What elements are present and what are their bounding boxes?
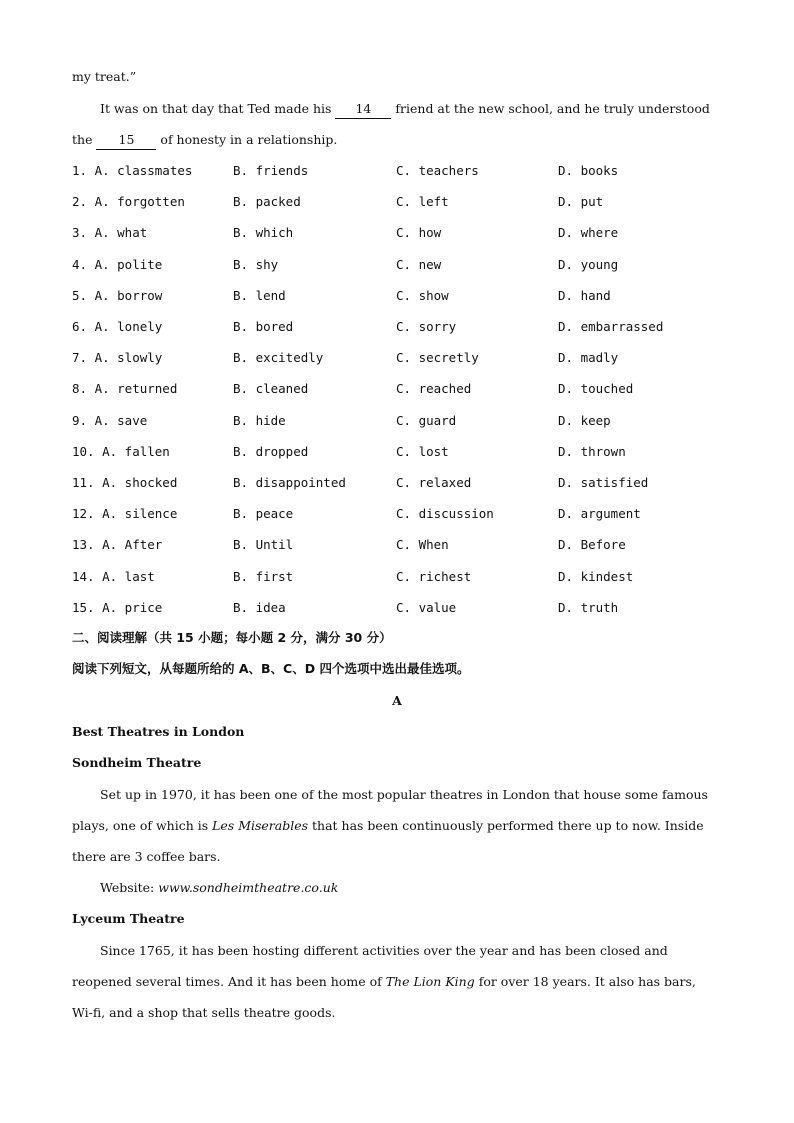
question-row	[72, 224, 722, 242]
paragraph-line	[72, 973, 722, 991]
paragraph-line: there are 3 coffee bars.	[72, 849, 221, 864]
option-a: 14. A. last	[72, 569, 155, 584]
option-d: D. madly	[558, 350, 619, 365]
option-c: C. left	[396, 194, 449, 209]
option-d: D. kindest	[558, 569, 634, 584]
option-a: 8. A. returned	[72, 381, 178, 396]
option-c: C. lost	[396, 444, 449, 459]
option-d: D. Before	[558, 537, 626, 552]
question-row	[72, 162, 722, 180]
option-b: B. friends	[233, 163, 309, 178]
paragraph-line: Wi-fi, and a shop that sells theatre goods.	[72, 1005, 336, 1020]
question-row	[72, 505, 722, 523]
option-b: B. packed	[233, 194, 301, 209]
question-row	[72, 380, 722, 398]
option-c: C. relaxed	[396, 475, 472, 490]
option-a: 9. A. save	[72, 413, 148, 428]
option-d: D. satisfied	[558, 475, 649, 490]
section-heading: 二、阅读理解（共 15 小题；每小题 2 分，满分 30 分）	[72, 630, 392, 645]
option-b: B. cleaned	[233, 381, 309, 396]
passage-text: the	[72, 132, 97, 147]
section-instruction: 阅读下列短文，从每题所给的 A、B、C、D 四个选项中选出最佳选项。	[72, 661, 470, 676]
option-a: 15. A. price	[72, 600, 163, 615]
website-label: Website:	[100, 880, 159, 895]
option-c: C. how	[396, 225, 442, 240]
option-c: C. discussion	[396, 506, 494, 521]
option-b: B. lend	[233, 288, 286, 303]
passage-text: It was on that day that Ted made his	[100, 101, 336, 116]
option-a: 3. A. what	[72, 225, 148, 240]
option-d: D. thrown	[558, 444, 626, 459]
paragraph-line: Set up in 1970, it has been one of the most popular theatres in London that house some famous	[100, 787, 708, 802]
option-a: 10. A. fallen	[72, 444, 170, 459]
paragraph-text: that has been continuously performed there up to now. Inside	[308, 818, 704, 833]
question-row	[72, 256, 722, 274]
passage-line	[72, 68, 722, 86]
option-b: B. shy	[233, 257, 279, 272]
option-d: D. touched	[558, 381, 634, 396]
option-d: D. keep	[558, 413, 611, 428]
question-row	[72, 599, 722, 617]
option-c: C. show	[396, 288, 449, 303]
option-d: D. books	[558, 163, 619, 178]
passage-letter: A	[392, 693, 402, 708]
paragraph-line: Since 1765, it has been hosting different activities over the year and has been closed and	[100, 943, 668, 958]
paragraph-text: plays, one of which is	[72, 818, 213, 833]
option-b: B. first	[233, 569, 294, 584]
article-title: Best Theatres in London	[72, 724, 245, 739]
option-a: 1. A. classmates	[72, 163, 193, 178]
option-b: B. which	[233, 225, 294, 240]
option-c: C. value	[396, 600, 457, 615]
option-c: C. sorry	[396, 319, 457, 334]
option-d: D. young	[558, 257, 619, 272]
option-c: C. When	[396, 537, 449, 552]
option-d: D. where	[558, 225, 619, 240]
option-a: 6. A. lonely	[72, 319, 163, 334]
option-a: 13. A. After	[72, 537, 163, 552]
question-row	[72, 568, 722, 586]
theatre-name: Lyceum Theatre	[72, 911, 185, 926]
question-row	[72, 412, 722, 430]
option-a: 12. A. silence	[72, 506, 178, 521]
passage-line	[100, 100, 722, 119]
option-d: D. truth	[558, 600, 619, 615]
option-b: B. excitedly	[233, 350, 324, 365]
website-link[interactable]: www.sondheimtheatre.co.uk	[158, 880, 339, 895]
question-row	[72, 193, 722, 211]
option-d: D. put	[558, 194, 604, 209]
option-b: B. dropped	[233, 444, 309, 459]
option-c: C. teachers	[396, 163, 479, 178]
question-row	[72, 443, 722, 461]
question-row	[72, 287, 722, 305]
question-row	[72, 349, 722, 367]
option-a: 7. A. slowly	[72, 350, 163, 365]
option-d: D. argument	[558, 506, 641, 521]
question-row	[72, 536, 722, 554]
option-c: C. guard	[396, 413, 457, 428]
passage-text: friend at the new school, and he truly understood	[391, 101, 710, 116]
paragraph-text: reopened several times. And it has been home of	[72, 974, 386, 989]
option-b: B. peace	[233, 506, 294, 521]
option-a: 2. A. forgotten	[72, 194, 185, 209]
blank-14: 14	[335, 100, 391, 119]
paragraph-line	[72, 817, 722, 835]
option-a: 5. A. borrow	[72, 288, 163, 303]
option-a: 11. A. shocked	[72, 475, 178, 490]
option-a: 4. A. polite	[72, 257, 163, 272]
play-title: The Lion King	[385, 974, 475, 989]
option-c: C. reached	[396, 381, 472, 396]
question-row	[72, 318, 722, 336]
option-d: D. hand	[558, 288, 611, 303]
option-b: B. disappointed	[233, 475, 346, 490]
blank-15: 15	[96, 131, 156, 150]
option-c: C. richest	[396, 569, 472, 584]
passage-text: of honesty in a relationship.	[156, 132, 338, 147]
option-d: D. embarrassed	[558, 319, 664, 334]
question-row	[72, 474, 722, 492]
theatre-name: Sondheim Theatre	[72, 755, 202, 770]
option-b: B. bored	[233, 319, 294, 334]
option-c: C. new	[396, 257, 442, 272]
passage-line	[72, 131, 722, 150]
option-b: B. idea	[233, 600, 286, 615]
option-b: B. hide	[233, 413, 286, 428]
option-c: C. secretly	[396, 350, 479, 365]
play-title: Les Miserables	[212, 818, 309, 833]
website-line	[100, 879, 722, 897]
paragraph-text: for over 18 years. It also has bars,	[474, 974, 696, 989]
passage-text: my treat.”	[72, 69, 137, 84]
option-b: B. Until	[233, 537, 294, 552]
